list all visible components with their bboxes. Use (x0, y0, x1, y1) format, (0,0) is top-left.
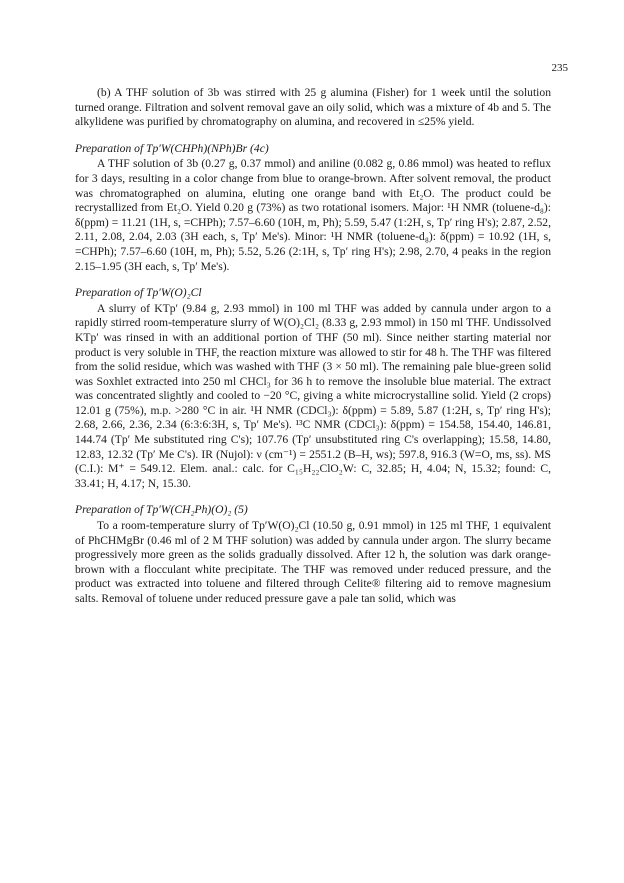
section-prep-wo2cl (75, 286, 551, 491)
section-heading: Preparation of Tp′W(CHPh)(NPh)Br (4c) (75, 141, 269, 155)
page-number: 235 (551, 62, 568, 74)
section-body: A THF solution of 3b (0.27 g, 0.37 mmol) and aniline (0.082 g, 0.86 mmol) was heated to reflux for 3 days, resulting in a color change from blue to orange-brown. After solvent removal, the product was chromatographed on alumina, eluting one orange band with Et₂O. The product could be recrystallized from Et₂O. Yield 0.20 g (73%) as two rotational isomers. Major: ¹H NMR (toluene-d₈): δ(ppm) = 11.21 (1H, s, =CHPh); 7.57–6.60 (10H, m, Ph); 5.59, 5.47 (1:2H, s, Tp′ ring H's); 2.87, 2.52, 2.11, 2.08, 2.04, 2.03 (3H each, s, Tp′ Me's). Minor: ¹H NMR (toluene-d₈): δ(ppm) = 10.92 (1H, s, =CHPh); 7.57–6.60 (10H, m, Ph); 5.52, 5.26 (2:1H, s, Tp′ ring H's); 2.98, 2.70, 4 peaks in the region 2.15–1.95 (3H each, s, Tp′ Me's). (75, 157, 551, 273)
section-prep-5 (75, 503, 551, 606)
section-heading: Preparation of Tp′W(CH₂Ph)(O)₂ (5) (75, 503, 248, 517)
section-body: A slurry of KTp′ (9.84 g, 2.93 mmol) in 100 ml THF was added by cannula under argon to a rapidly stirred room-temperature slurry of W(O)₂Cl₂ (8.33 g, 2.93 mmol) in 150 ml THF. Undissolved KTp′ was rinsed in with an additional portion of THF (50 ml). Since neither starting material nor product is very soluble in THF, the reaction mixture was allowed to stir for 48 h. The THF was filtered from the solid residue, which was washed with THF (3 × 50 ml). The remaining pale blue-green solid was Soxhlet extracted into 250 ml CHCl₃ for 36 h to remove the insoluble blue material. The extract was concentrated slightly and cooled to −20 °C, giving a white microcrystalline solid. Yield (2 crops) 12.01 g (75%), m.p. >280 °C in air. ¹H NMR (CDCl₃): δ(ppm) = 5.89, 5.87 (1:2H, s, Tp′ ring H's); 2.68, 2.66, 2.36, 2.34 (6:3:6:3H, s, Tp′ Me's). ¹³C NMR (CDCl₃): δ(ppm) = 154.58, 154.40, 146.81, 144.74 (Tp′ Me substituted ring C's); 107.76 (Tp′ unsubstituted ring C's overlapping); 15.58, 14.80, 12.83, 12.32 (Tp′ Me C's). IR (Nujol): ν (cm⁻¹) = 2551.2 (B–H, ws); 597.8, 916.3 (W=O, ms, ss). MS (C.I.): M⁺ = 549.12. Elem. anal.: calc. for C₁₅H₂₂ClO₂W: C, 32.85; H, 4.04; N, 15.32; found: C, 33.41; H, 4.17; N, 15.30. (75, 301, 551, 490)
section-prep-4c (75, 142, 551, 274)
section-body: To a room-temperature slurry of Tp′W(O)₂Cl (10.50 g, 0.91 mmol) in 125 ml THF, 1 equivalent of PhCHMgBr (0.46 ml of 2 M THF solution) was added by cannula under argon. The slurry became progressively more green as the solids gradually dissolved. After 12 h, the solution was dark orange-brown with a flocculant white precipitate. The THF was removed under reduced pressure, and the product was extracted into toluene and filtered through Celite® filtering aid to remove magnesium salts. Removal of toluene under reduced pressure gave a pale tan solid, which was (75, 519, 551, 605)
section-heading: Preparation of Tp′W(O)₂Cl (75, 286, 202, 300)
intro-paragraph: (b) A THF solution of 3b was stirred with 25 g alumina (Fisher) for 1 week until the solution turned orange. Filtration and solvent removal gave an oily solid, which was a mixture of 4b and 5. The alkylidene was purified by chromatography on alumina, and recovered in ≤25% yield. (75, 86, 551, 129)
main-text (75, 86, 551, 607)
